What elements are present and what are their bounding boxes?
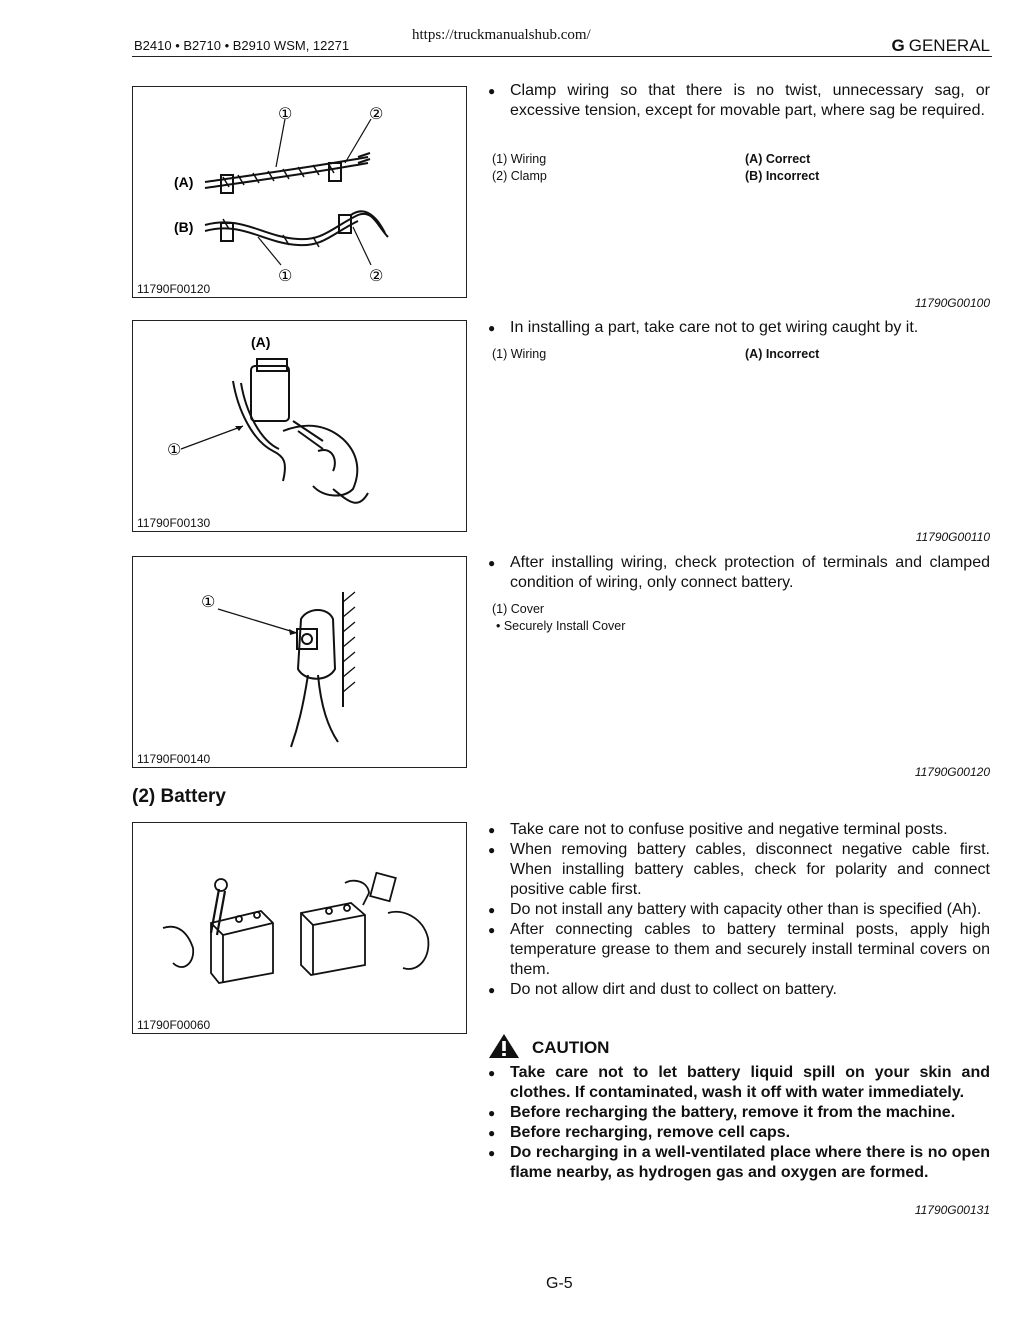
legend-item: (B) Incorrect	[745, 169, 820, 183]
bullet-item: ● After installing wiring, check protection of terminals and clamped condition of wiring, only connect battery.	[488, 553, 990, 593]
wiring-caught-illustration	[133, 321, 466, 531]
caution-item: ● Before recharging the battery, remove it from the machine.	[488, 1103, 990, 1123]
bullet-item: ● Do not allow dirt and dust to collect on battery.	[488, 980, 990, 1000]
bullet-item: ● Do not install any battery with capacity other than is specified (Ah).	[488, 900, 990, 920]
legend-item: (A) Incorrect	[745, 347, 820, 361]
clamp-instructions	[488, 81, 990, 121]
fig1-callout-1-top: ①	[278, 104, 293, 123]
caution-label: CAUTION	[532, 1038, 610, 1057]
fig1-callout-1-bottom: ①	[278, 266, 293, 285]
terminal-protection-instructions	[488, 553, 990, 593]
legend-parts	[492, 151, 547, 185]
legend-states	[745, 151, 819, 185]
header-section	[892, 36, 990, 56]
reference-code: 11790G00131	[914, 1203, 990, 1217]
legend-item: • Securely Install Cover	[496, 619, 626, 633]
fig2-label-a: (A)	[251, 334, 271, 350]
header-rule	[132, 56, 992, 57]
caution-item: ● Take care not to let battery liquid spill on your skin and clothes. If contaminated, wash it off with water immediately.	[488, 1063, 990, 1103]
battery-illustration	[133, 823, 466, 1033]
reference-code: 11790G00100	[914, 296, 990, 310]
bullet-item: ● Clamp wiring so that there is no twist, unnecessary sag, or excessive tension, except for movable part, where sag be required.	[488, 81, 990, 121]
bullet-item: ● After connecting cables to battery terminal posts, apply high temperature grease to them and securely install terminal covers on them.	[488, 920, 990, 980]
figure-terminal-cover	[132, 556, 467, 768]
fig2-callout-1: ①	[167, 440, 182, 459]
caution-item: ● Do recharging in a well-ventilated place where there is no open flame nearby, as hydrogen gas and oxygen are formed.	[488, 1143, 990, 1183]
reference-code: 11790G00120	[914, 765, 990, 779]
legend-item: (2) Clamp	[492, 169, 547, 183]
legend-item: (1) Wiring	[492, 152, 547, 166]
caution-list	[488, 1063, 990, 1183]
caution-heading	[488, 1033, 610, 1064]
figure-battery	[132, 822, 467, 1034]
fig1-callout-2-bottom: ②	[369, 266, 384, 285]
header-models: B2410 • B2710 • B2910 WSM, 12271	[134, 38, 350, 53]
fig1-callout-2-top: ②	[369, 104, 384, 123]
legend-item: (A) Correct	[745, 152, 811, 166]
install-part-instructions	[488, 318, 990, 338]
figure-wiring-clamp	[132, 86, 467, 298]
figure-wiring-caught	[132, 320, 467, 532]
bullet-item: ● When removing battery cables, disconnect negative cable first. When installing battery cables, check for polarity and connect positive cable first.	[488, 840, 990, 900]
wiring-clamp-illustration	[133, 87, 466, 297]
section-letter: G	[891, 36, 905, 55]
figure-code: 11790F00140	[137, 752, 211, 766]
legend-item: (1) Wiring	[492, 347, 547, 361]
legend-parts	[492, 601, 625, 635]
fig3-callout-1: ①	[201, 592, 216, 611]
caution-item: ● Before recharging, remove cell caps.	[488, 1123, 990, 1143]
legend-parts	[492, 346, 546, 363]
section-name: GENERAL	[908, 36, 990, 55]
header-url[interactable]: https://truckmanualshub.com/	[412, 27, 591, 43]
section-title-battery: (2) Battery	[132, 786, 226, 807]
figure-code: 11790F00130	[137, 516, 211, 530]
battery-instructions	[488, 820, 990, 1000]
figure-code: 11790F00120	[137, 282, 211, 296]
terminal-cover-illustration	[133, 557, 466, 767]
bullet-item: ● Take care not to confuse positive and negative terminal posts.	[488, 820, 990, 840]
fig1-label-a: (A)	[174, 174, 194, 190]
page-number: G-5	[546, 1275, 573, 1292]
figure-code: 11790F00060	[137, 1018, 211, 1032]
warning-triangle-icon	[488, 1033, 520, 1059]
legend-states	[745, 346, 819, 363]
legend-item: (1) Cover	[492, 602, 545, 616]
fig1-label-b: (B)	[174, 219, 194, 235]
bullet-item: ● In installing a part, take care not to get wiring caught by it.	[488, 318, 990, 338]
reference-code: 11790G00110	[915, 530, 990, 544]
